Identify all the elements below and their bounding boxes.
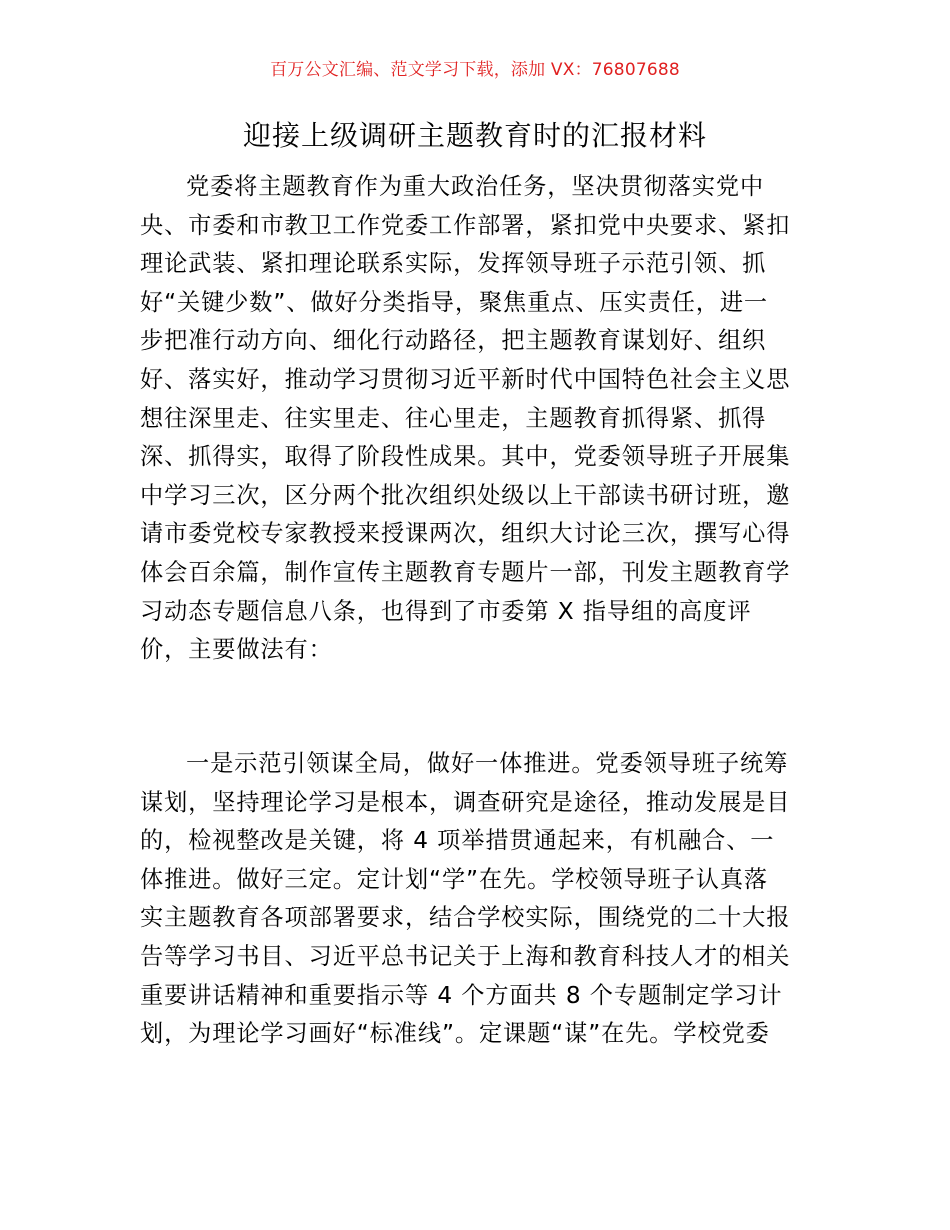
paragraph-line: 习动态专题信息八条，也得到了市委第 X 指导组的高度评 [140, 597, 752, 625]
paragraph-line: 步把准行动方向、细化行动路径，把主题教育谋划好、组织 [140, 327, 767, 355]
paragraph-line: 理论武装、紧扣理论联系实际，发挥领导班子示范引领、抓 [140, 250, 767, 278]
paragraph-line: 重要讲话精神和重要指示等 4 个方面共 8 个专题制定学习计 [140, 981, 783, 1009]
paragraph-line: 一是示范引领谋全局，做好一体推进。党委领导班子统筹 [186, 750, 789, 777]
paragraph-line: 请市委党校专家教授来授课两次，组织大讨论三次，撰写心得 [140, 520, 791, 548]
paragraph-section-one [140, 745, 820, 1054]
paragraph-line: 体推进。做好三定。定计划“学”在先。学校领导班子认真落 [140, 865, 769, 893]
paragraph-line: 体会百余篇，制作宣传主题教育专题片一部，刊发主题教育学 [140, 558, 791, 586]
paragraph-line: 价，主要做法有： [140, 636, 333, 664]
paragraph-line: 的，检视整改是关键，将 4 项举措贯通起来，有机融合、一 [140, 827, 775, 855]
watermark-header: 百万公文汇编、范文学习下载，添加 VX：76807688 [270, 60, 680, 80]
document-title: 迎接上级调研主题教育时的汇报材料 [242, 119, 707, 152]
paragraph-line: 好“关键少数”、做好分类指导，聚焦重点、压实责任，进一 [140, 288, 769, 316]
paragraph-line: 中学习三次，区分两个批次组织处级以上干部读书研讨班，邀 [140, 481, 791, 509]
paragraph-line: 深、抓得实，取得了阶段性成果。其中，党委领导班子开展集 [140, 443, 791, 471]
paragraph-line: 央、市委和市教卫工作党委工作部署，紧扣党中央要求、紧扣 [140, 211, 791, 239]
paragraph-line: 想往深里走、往实里走、往心里走，主题教育抓得紧、抓得 [140, 404, 767, 432]
paragraph-line: 告等学习书目、习近平总书记关于上海和教育科技人才的相关 [140, 942, 791, 970]
paragraph-intro [140, 168, 820, 670]
paragraph-line: 实主题教育各项部署要求，结合学校实际，围绕党的二十大报 [140, 904, 791, 932]
paragraph-line: 谋划，坚持理论学习是根本，调查研究是途径，推动发展是目 [140, 788, 791, 816]
paragraph-line: 好、落实好，推动学习贯彻习近平新时代中国特色社会主义思 [140, 365, 791, 393]
paragraph-line: 划，为理论学习画好“标准线”。定课题“谋”在先。学校党委 [140, 1020, 770, 1048]
paragraph-line: 党委将主题教育作为重大政治任务，坚决贯彻落实党中 [186, 173, 765, 200]
